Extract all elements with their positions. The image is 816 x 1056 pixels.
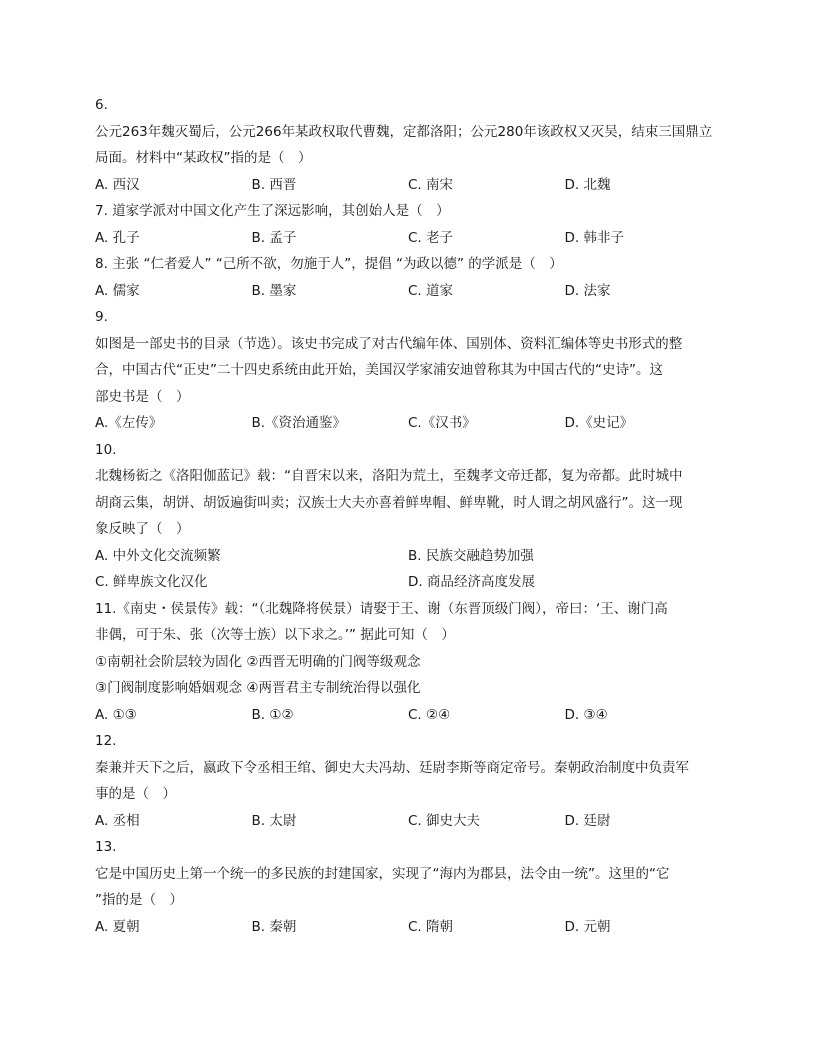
options-row [95,914,725,941]
option-b[interactable]: B. 太尉 [251,812,297,829]
option-b[interactable]: B. 墨家 [251,282,297,299]
option-d[interactable]: D. 廷尉 [564,812,611,829]
question-number: 6. [95,97,108,113]
stem-line: 非偶，可于朱、张（次等士族）以下求之。’” 据此可知（ ） [95,627,455,643]
stem-line: 部史书是（ ） [95,388,190,405]
options-row [95,278,725,305]
option-d[interactable]: D. ③④ [564,706,608,723]
question-number: 10. [95,441,117,458]
question-stem [95,463,725,543]
stem-line: 如图是一部史书的目录（节选）。该史书完成了对古代编年体、国别体、资料汇编体等史书形式的整 [95,335,683,352]
options-row [95,702,725,729]
option-c[interactable]: C. 道家 [408,282,454,299]
option-b[interactable]: B.《资治通鉴》 [251,415,347,431]
option-d[interactable]: D. 北魏 [564,176,611,193]
option-a[interactable]: A. 西汉 [95,176,140,193]
stem-line: 公元263年魏灭蜀后，公元266年某政权取代曹魏，定都洛阳；公元280年该政权又灭吴，结束三国鼎立 [95,123,713,140]
option-c[interactable]: C. ②④ [408,706,451,723]
option-b[interactable]: B. 民族交融趋势加强 [408,547,534,564]
options-row [95,225,725,252]
question-stem [95,119,725,172]
stem-line: 北魏杨衒之《洛阳伽蓝记》载：“自晋宋以来，洛阳为荒土，至魏孝文帝迁都，复为帝都。此时城中 [95,468,683,484]
option-a[interactable]: A. 儒家 [95,282,140,299]
option-c[interactable]: C. 老子 [408,229,454,246]
question-11 [95,596,725,729]
option-c[interactable]: C. 南宋 [408,176,454,193]
stem-line: 合，中国古代“正史”二十四史系统由此开始，美国汉学家浦安迪曾称其为中国古代的“史诗”。这 [95,362,663,378]
options-row [95,543,725,570]
option-c[interactable]: C.《汉书》 [408,415,476,431]
option-d[interactable]: D. 元朝 [564,918,611,935]
option-a[interactable]: A. 丞相 [95,812,140,829]
option-c[interactable]: C. 鲜卑族文化汉化 [95,574,208,590]
stem-line: ”指的是（ ） [95,892,183,908]
option-b[interactable]: B. ①② [251,706,294,723]
stem-line: 象反映了（ ） [95,521,190,537]
question-number: 9. [95,309,108,325]
question-10 [95,437,725,596]
stem-line: ③门阀制度影响婚姻观念 ④两晋君主专制统治得以强化 [95,680,421,696]
stem-line: 8. 主张 “仁者爱人” “己所不欲，勿施于人”，提倡 “为政以德” 的学派是（ ） [95,256,563,272]
question-stem [95,596,725,702]
question-9 [95,304,725,437]
option-b[interactable]: B. 西晋 [251,176,297,193]
options-row [95,808,725,835]
question-7 [95,198,725,251]
option-d[interactable]: D.《史记》 [564,415,634,431]
stem-line: 胡商云集，胡饼、胡饭遍街叫卖；汉族士大夫亦喜着鲜卑帽、鲜卑靴，时人谓之胡风盛行”。这一现 [95,494,683,511]
option-d[interactable]: D. 商品经济高度发展 [408,574,535,590]
question-6 [95,92,725,198]
option-d[interactable]: D. 法家 [564,282,611,299]
stem-line: 7. 道家学派对中国文化产生了深远影响，其创始人是（ ） [95,203,450,219]
question-stem [95,861,725,914]
option-b[interactable]: B. 孟子 [251,229,297,246]
option-b[interactable]: B. 秦朝 [251,918,297,935]
question-stem [95,755,725,808]
option-c[interactable]: C. 隋朝 [408,918,454,935]
question-stem [95,251,725,278]
options-row [95,569,725,596]
options-row [95,172,725,199]
question-12 [95,728,725,834]
option-a[interactable]: A.《左传》 [95,415,163,431]
options-row [95,410,725,437]
option-a[interactable]: A. 夏朝 [95,918,140,935]
question-list [95,92,725,940]
question-number: 12. [95,733,117,749]
stem-line: 11.《南史・侯景传》载：“（北魏降将侯景）请娶于王、谢（东晋顶级门阀），帝曰：‘王、谢门高 [95,600,668,617]
stem-line: 局面。材料中“某政权”指的是（ ） [95,150,312,166]
stem-line: 它是中国历史上第一个统一的多民族的封建国家，实现了“海内为郡县，法令由一统”。这里的“它 [95,865,670,882]
option-a[interactable]: A. 中外文化交流频繁 [95,547,221,564]
question-number: 13. [95,839,117,855]
question-stem [95,198,725,225]
stem-line: 秦兼并天下之后，嬴政下令丞相王绾、御史大夫冯劫、廷尉李斯等商定帝号。秦朝政治制度中负责军 [95,759,689,776]
question-13 [95,834,725,940]
stem-line: ①南朝社会阶层较为固化 ②西晋无明确的门阀等级观念 [95,653,421,670]
question-stem [95,331,725,411]
option-d[interactable]: D. 韩非子 [564,229,624,246]
option-a[interactable]: A. ①③ [95,706,137,723]
option-c[interactable]: C. 御史大夫 [408,812,481,829]
question-8 [95,251,725,304]
option-a[interactable]: A. 孔子 [95,229,140,246]
stem-line: 事的是（ ） [95,786,176,802]
